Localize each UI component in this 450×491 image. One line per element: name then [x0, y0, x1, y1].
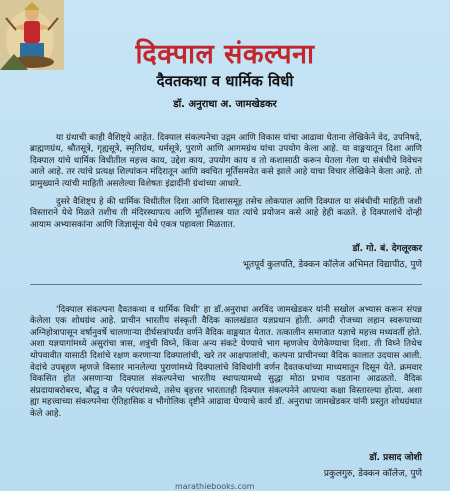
- watermark: marathiebooks.com: [175, 482, 255, 491]
- review2-signature-name: डॉ. प्रसाद जोशी: [369, 453, 422, 463]
- review2-signature-role: प्रकुलगुरु, डेक्कन कॉलेज, पुणे: [323, 469, 422, 479]
- review1-signature-role: भूतपूर्व कुलपति, डेक्कन कॉलेज अभिमत विद्यापीठ, पुणे: [242, 260, 422, 270]
- book-title: दिक्पाल संकल्पना: [135, 39, 315, 70]
- review1-signature-name: डॉ. गो. बं. देगलूरकर: [352, 244, 422, 254]
- review1-paragraph-2: दुसरे वैशिष्ट्य हे की धार्मिक विधीतील दिशा आणि दिशासमूह तसेच लोकपाल आणि दिक्पाल या संबंधीची माहिती जशी विस्ताराने येथे मिळते तशीच ती मंदिरस्थापत्य आणि मूर्तिशास्त्र यात त्यांचे प्रयोजन कसे आहे हेही कळते. हे दिक्पालांचे दोन्ही आयाम अभ्यासकांना आणि जिज्ञासूंना येथे एकत्र पहावला मिळतात.: [30, 196, 422, 230]
- book-subtitle: दैवतकथा व धार्मिक विधी: [156, 72, 294, 90]
- section-divider: [30, 284, 422, 285]
- book-author: डॉ. अनुराधा अ. जामखेडकर: [173, 99, 277, 110]
- review2-paragraph: 'दिक्पाल संकल्पना दैवतकथा व धार्मिक विधी' हा डॉ.अनुराधा अरविंद जामखेडकर यांनी सखोल अभ्यास करून संपन्न केलेला एक शोधग्रंथ आहे. प्राचीन भारतीय संस्कृती वैदिक कालखंडात यज्ञप्रधान होती. अगदी रोजच्या लहान स्वरूपाच्या अग्निहोत्रापासून वर्षानुवर्षे चालणाऱ्या दीर्घसत्रांपर्यंत वर्णने वैदिक वाङ्मयात येतात. तत्कालीन समाजात यज्ञाचे महत्त्व मध्यवर्ती होते. अशा यज्ञयागांमध्ये असुरांचा त्रास, शत्रुंची विघ्ने, किंवा अन्य संकटे येण्याचे भाग म्हणजेच येणेकेण्याचा दिशा. ती विघ्ने तिथेच थोपवावीत यासाठी दिशांचे रक्षण करणाऱ्या दिक्पालांची, खरे तर आक्षपालांची, कल्पना प्राचीनच्या वैदिक कालात उदयास आली. वेदांचे उपबृहण म्हणजे विस्तार मानलेल्या पुराणांमध्ये दिक्पालांचे विविधांगी वर्णन दैवतकथांच्या माध्यमातून दिसून येते. क्रमवार विकसित होत असणाऱ्या दिक्पाल संकल्पनेचा भारतीय स्थापत्यामध्ये सुद्धा मोठा प्रभाव पडताना आढळतो. वैदिक संप्रदायाबरोबरच, बौद्ध व जैन परंपरांमध्ये, तसेच बृहत्तर भारतातही दिक्पाल संकल्पनेने आपल्या कक्षा विस्तारल्या होत्या. अशा ह्या महत्त्वाच्या संकल्पनेचा ऐतिहासिक व भौगोलिक दृष्टीने आढावा घेण्याचे कार्य डॉ. अनुराधा जामखेडकर यांनी प्रस्तुत शोधग्रंथात केले आहे.: [30, 304, 422, 419]
- review1-paragraph-1: या ग्रंथाची काही वैशिष्ट्ये आहेत. दिक्पाल संकल्पनेचा उद्गम आणि विकास यांचा आढावा घेताना लेखिकेने वेद, उपनिषदे, ब्राह्मणग्रंथ, श्रौतसूत्रे, गृह्यसूत्रे, स्मृतिग्रंथ, धर्मसूत्रे, पुराणे आणि आगमग्रंथ यांचा उपयोग केला आहे. या वाङ्मयातून दिशा आणि दिक्पाल यांचे धार्मिक विधीतील महत्त्व काय, उद्देश काय, उपयोग काय व तो कशासाठी करून घेतला गेला या संबंधीचे विवेचन आले आहे. तर त्यांचे प्रत्यक्ष शिल्पांकन मंदिरातून आणि क्वचित मूर्तिसमवेत कसे झाले आहे याचा विचार लेखिकेने केला आहे. तो प्रामुख्याने त्यांची माहिती असलेल्या विशेषतः इंद्रादींनी ग्रंथांच्या आधारे.: [30, 132, 422, 189]
